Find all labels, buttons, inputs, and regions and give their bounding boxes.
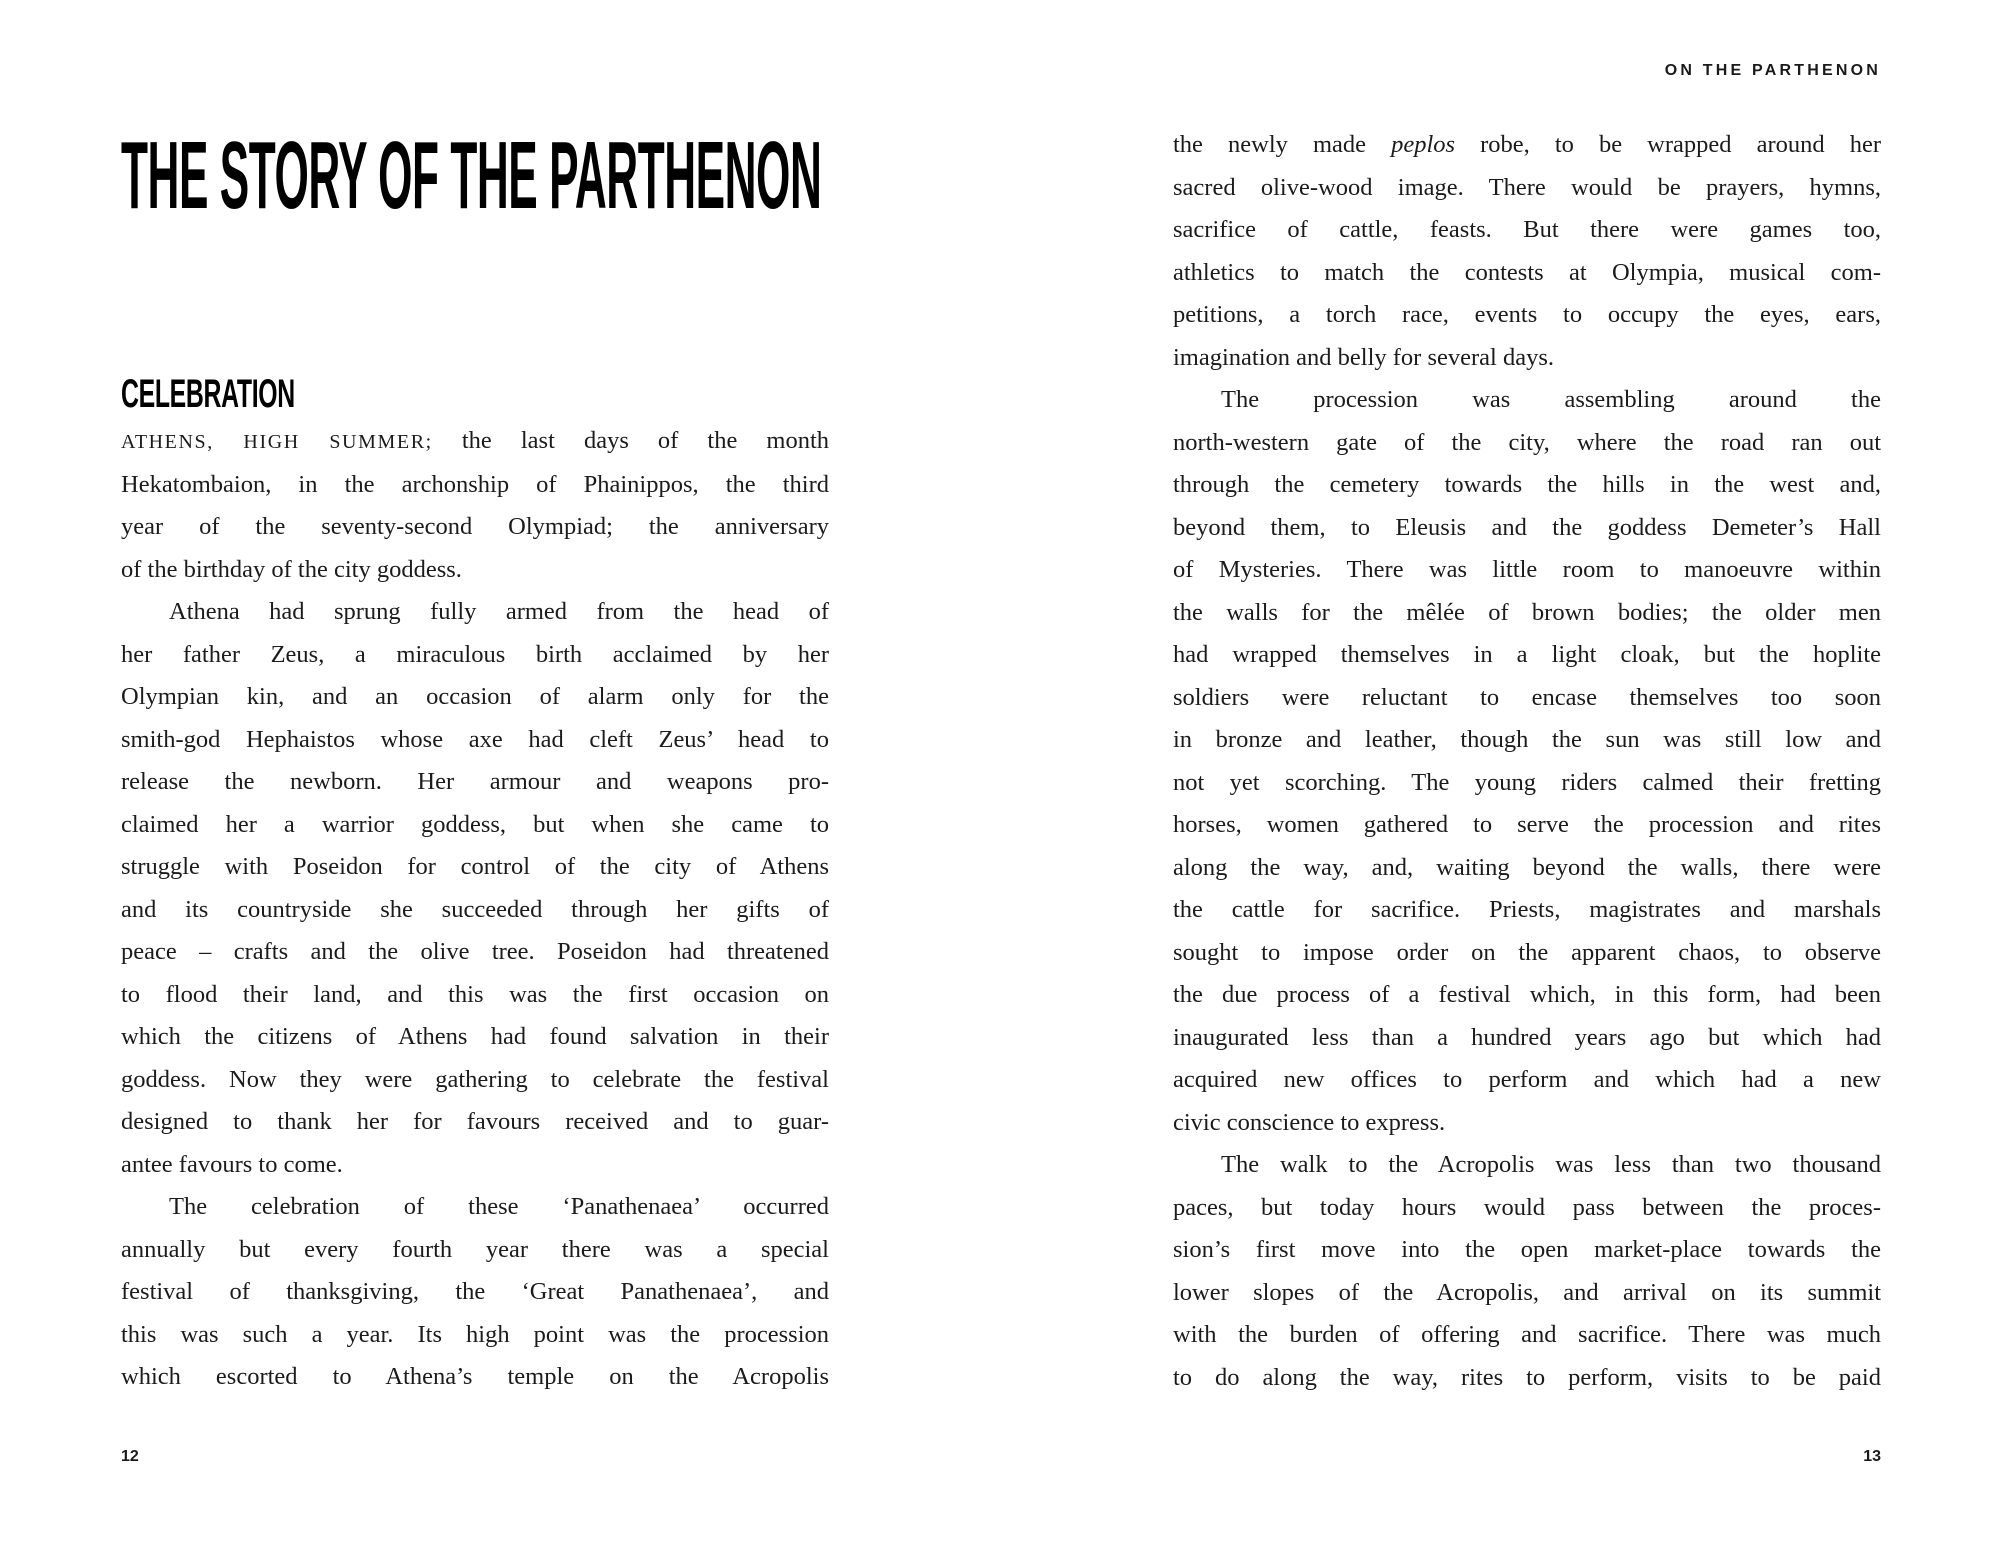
- text-line: struggle with Poseidon for control of the city of Athens: [121, 853, 829, 880]
- text-line: ATHENS, HIGH SUMMER; the last days of the month: [121, 427, 829, 454]
- text-line: release the newborn. Her armour and weapons pro-: [121, 768, 829, 795]
- text-line: beyond them, to Eleusis and the goddess Demeter’s Hall: [1173, 513, 1881, 541]
- running-head: ON THE PARTHENON: [1664, 62, 1881, 79]
- text-line: the walls for the mêlée of brown bodies; the older men: [1173, 598, 1881, 626]
- text-line: sion’s first move into the open market-place towards the: [1173, 1236, 1881, 1263]
- section-heading: [121, 374, 401, 414]
- text-line: of the birthday of the city goddess.: [121, 555, 462, 583]
- page-number-left: 12: [121, 1448, 139, 1465]
- text-line: which escorted to Athena’s temple on the Acropolis: [121, 1363, 829, 1390]
- text-line: through the cemetery towards the hills in the west and,: [1173, 471, 1881, 498]
- text-line: paces, but today hours would pass between the proces-: [1173, 1193, 1881, 1221]
- text-line: inaugurated less than a hundred years ago but which had: [1173, 1023, 1881, 1051]
- section-heading-text: CELEBRATION: [121, 372, 295, 416]
- text-line: the cattle for sacrifice. Priests, magistrates and marshals: [1173, 896, 1881, 923]
- text-line: to do along the way, rites to perform, visits to be paid: [1173, 1363, 1881, 1391]
- chapter-title-text: THE STORY OF THE PARTHENON: [121, 122, 822, 229]
- right-page-body: [1173, 124, 1881, 1399]
- text-line: north-western gate of the city, where the road ran out: [1173, 428, 1881, 456]
- text-line: festival of thanksgiving, the ‘Great Panathenaea’, and: [121, 1278, 829, 1305]
- text-line: and its countryside she succeeded through her gifts of: [121, 895, 829, 923]
- text-line: antee favours to come.: [121, 1150, 343, 1178]
- text-line: along the way, and, waiting beyond the walls, there were: [1173, 853, 1881, 881]
- text-line: her father Zeus, a miraculous birth acclaimed by her: [121, 640, 829, 668]
- text-line: to flood their land, and this was the first occasion on: [121, 980, 829, 1008]
- paragraph: [121, 420, 829, 591]
- text-line: civic conscience to express.: [1173, 1108, 1446, 1136]
- text-line: year of the seventy-second Olympiad; the anniversary: [121, 513, 829, 540]
- text-line: lower slopes of the Acropolis, and arrival on its summit: [1173, 1278, 1881, 1306]
- text-line: petitions, a torch race, events to occupy the eyes, ears,: [1173, 301, 1881, 328]
- paragraph: [1173, 379, 1881, 1144]
- paragraph: [121, 1186, 829, 1399]
- page-number-right: 13: [1863, 1448, 1881, 1465]
- text-line: Olympian kin, and an occasion of alarm only for the: [121, 683, 829, 710]
- text-line: soldiers were reluctant to encase themselves too soon: [1173, 683, 1881, 711]
- paragraph: [1173, 1144, 1881, 1399]
- text-line: not yet scorching. The young riders calmed their fretting: [1173, 768, 1881, 796]
- paragraph: [1173, 124, 1881, 379]
- text-line: sought to impose order on the apparent chaos, to observe: [1173, 938, 1881, 966]
- text-line: athletics to match the contests at Olympia, musical com-: [1173, 258, 1881, 286]
- text-line: in bronze and leather, though the sun was still low and: [1173, 726, 1881, 753]
- text-line: this was such a year. Its high point was the procession: [121, 1320, 829, 1348]
- text-line: designed to thank her for favours received and to guar-: [121, 1108, 829, 1135]
- text-line: peace – crafts and the olive tree. Poseidon had threatened: [121, 938, 829, 965]
- text-line: smith-god Hephaistos whose axe had cleft Zeus’ head to: [121, 725, 829, 753]
- text-line: annually but every fourth year there was a special: [121, 1235, 829, 1263]
- text-line: goddess. Now they were gathering to celebrate the festival: [121, 1065, 829, 1093]
- text-line: Hekatombaion, in the archonship of Phainippos, the third: [121, 470, 829, 498]
- paragraph: [121, 591, 829, 1186]
- text-line: with the burden of offering and sacrifice. There was much: [1173, 1321, 1881, 1348]
- text-line: The celebration of these ‘Panathenaea’ occurred: [169, 1193, 829, 1220]
- text-line: horses, women gathered to serve the procession and rites: [1173, 811, 1881, 838]
- text-line: Athena had sprung fully armed from the head of: [169, 598, 829, 625]
- text-line: The procession was assembling around the: [1221, 386, 1881, 413]
- text-line: imagination and belly for several days.: [1173, 343, 1554, 371]
- right-page: [1000, 0, 2000, 1551]
- left-page-body: [121, 420, 829, 1399]
- text-line: the due process of a festival which, in this form, had been: [1173, 981, 1881, 1008]
- text-line: which the citizens of Athens had found salvation in their: [121, 1023, 829, 1050]
- text-line: acquired new offices to perform and which had a new: [1173, 1066, 1881, 1093]
- text-line: the newly made peplos robe, to be wrapped around her: [1173, 131, 1881, 158]
- text-line: of Mysteries. There was little room to manoeuvre within: [1173, 556, 1881, 583]
- text-line: had wrapped themselves in a light cloak, but the hoplite: [1173, 641, 1881, 668]
- text-line: sacred olive-wood image. There would be prayers, hymns,: [1173, 173, 1881, 201]
- text-line: The walk to the Acropolis was less than two thousand: [1221, 1151, 1881, 1178]
- text-line: claimed her a warrior goddess, but when she came to: [121, 810, 829, 838]
- text-line: sacrifice of cattle, feasts. But there were games too,: [1173, 216, 1881, 243]
